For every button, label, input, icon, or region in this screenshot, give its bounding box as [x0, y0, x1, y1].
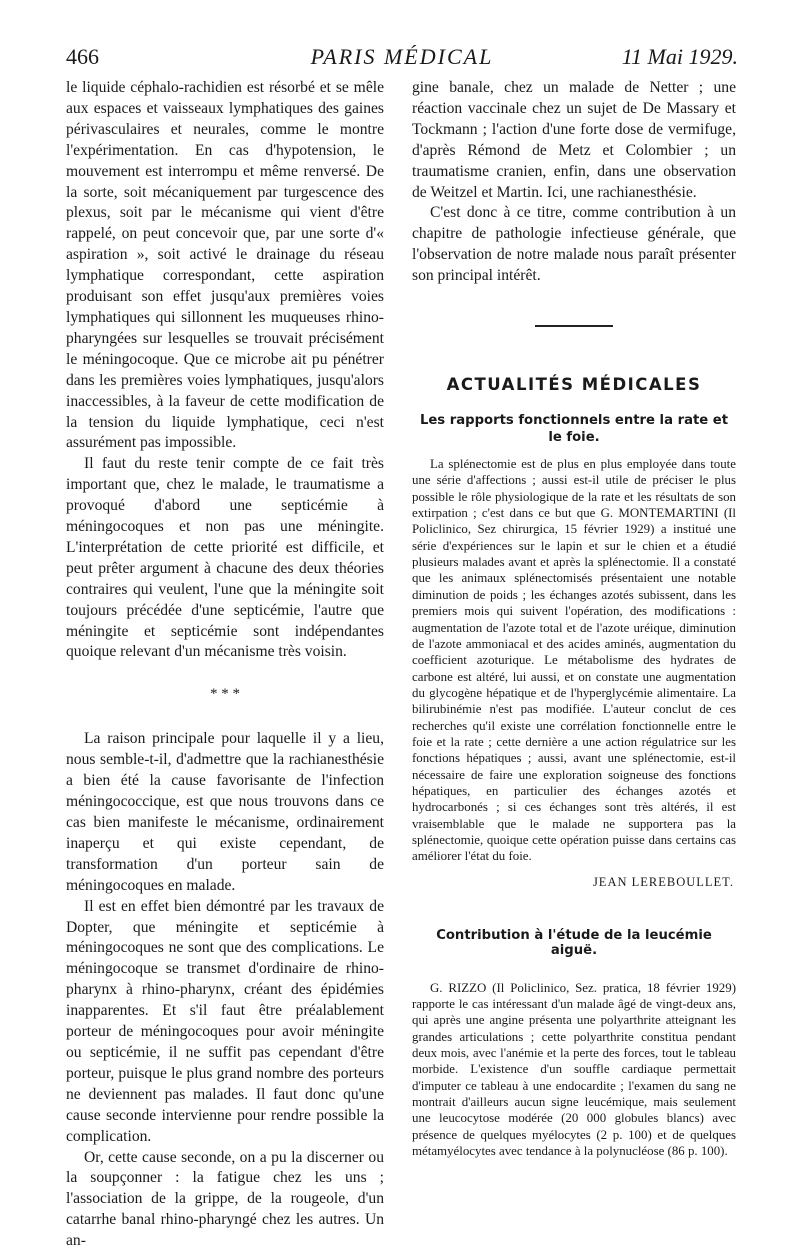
page-header: [66, 44, 738, 74]
paragraph: C'est donc à ce titre, comme contribution à un chapitre de pathologie infectieuse générale, que l'observation de notre malade nous paraît présenter son principal intérêt.: [412, 203, 736, 287]
paragraph: gine banale, chez un malade de Netter ; une réaction vaccinale chez un sujet de De Massary et Tockmann ; l'action d'une forte dose de vermifuge, d'après Rémond de Metz et Colombier ; un traumatisme cranien, enfin, dans une observation de Weitzel et Martin. Ici, une rachianesthésie.: [412, 78, 736, 203]
paragraph: Or, cette cause seconde, on a pu la discerner ou la soupçonner : la fatigue chez les uns ; l'association de la grippe, de la rougeole, d'un catarrhe banal rhino-pharyngé chez les autres. Un an-: [66, 1148, 384, 1252]
divider: [535, 325, 613, 327]
section-heading: ACTUALITÉS MÉDICALES: [412, 375, 736, 394]
section-separator: * * *: [66, 689, 384, 699]
paragraph: Il faut du reste tenir compte de ce fait très important que, chez le malade, le traumatisme a provoqué d'abord une septicémie à méningocoques et non pas une méningite. L'interprétation de cette priorité est difficile, et peut prêter argument à chacune des deux théories contraires qui veulent, l'une que la méningite soit toujours précédée d'une septicémie, l'autre que méningite et septicémie sont indépendantes quoique relevant d'un mécanisme très voisin.: [66, 454, 384, 663]
article-title: Contribution à l'étude de la leucémie aiguë.: [412, 928, 736, 958]
article-title: Les rapports fonctionnels entre la rate et le foie.: [412, 412, 736, 446]
journal-title: PARIS MÉDICAL: [66, 44, 738, 70]
article-body: G. RIZZO (Il Policlinico, Sez. pratica, 18 février 1929) rapporte le cas intéressant d'un malade âgé de vingt-deux ans, qui après une angine présenta une polyarthrite atteignant les grandes articulations ; cette polyarthrite constitua pendant deux mois, avec l'anémie et la perte des forces, tout le tableau morbide. L'existence d'un souffle cardiaque permettait d'imputer ce tableau à une endocardite ; l'examen du sang ne montrait d'ailleurs aucun signe leucémique, mais seulement une leucocytose modérée (20 000 globules blancs) avec présence de quelques myélocytes (2 p. 100) et de quelques métamyélocytes avec tendance à la polynucléose (86 p. 100).: [412, 980, 736, 1160]
article-body: La splénectomie est de plus en plus employée dans toute une série d'affections ; aussi est-il utile de préciser le plus possible le rôle physiologique de la rate et les résultats de son extirpation ; c'est dans ce but que G. MONTEMARTINI (Il Policlinico, Sez chirurgica, 15 février 1929) a institué une série d'expériences sur le lapin et sur le chien et a étudié plusieurs malades avant et après la splénectomie. Il a constaté que les animaux splénectomisés présentaient une notable diminution de poids ; les échanges azotés subissent, dans les premiers mois qui suivent l'opération, des modifications : augmentation de l'azote total et de l'azote uréique, diminution de l'azote ammoniacal et des acides aminés, augmentation du coefficient azoturique. Le métabolisme des hydrates de carbone est altéré, lui aussi, et on constate une augmentation du glycogène hépatique et de l'hyperglycémie alimentaire. La bilirubinémie n'est pas modifiée. L'auteur conclut de ces recherches qu'il existe une corrélation fonctionnelle entre le foie et la rate ; cette dernière a une action régulatrice sur les fonctions hépatiques ; aussi, avant une splénectomie, est-il nécessaire de faire une exploration soigneuse des fonctions hépatiques, en particulier des échanges azotés et hydrocarbonés ; si ces échanges sont très altérés, il est vraisemblable que le malade ne supportera pas la splénectomie, quoique cette opération puisse dans certains cas améliorer l'état du foie.: [412, 456, 736, 865]
page-number: 466: [66, 44, 99, 70]
left-column: [66, 78, 384, 1252]
article-author: JEAN LEREBOULLET.: [412, 875, 734, 890]
right-column: [412, 78, 736, 1159]
paragraph: le liquide céphalo-rachidien est résorbé et se mêle aux espaces et vaisseaux lymphatiques des gaines périvasculaires et neurales, comme le montre l'expérimentation. En cas d'hypotension, le mouvement est interrompu et même renversé. De la sorte, soit mécaniquement par turgescence des plexus, soit par le mécanisme qui vient d'être rappelé, on peut concevoir que, par une sorte d'« aspiration », soit activé le drainage du réseau lymphatique correspondant, cette aspiration produisant son effet jusqu'aux premières voies lymphatiques qui sillonnent les muqueuses rhino-pharyngées sur lesquelles se trouvait précisément le méningocoque. Que ce microbe ait pu pénétrer dans les premières voies lymphatiques, jusqu'alors inaccessibles, à la faveur de cette modification de la tension du liquide lymphatique, ceci n'est assurément pas impossible.: [66, 78, 384, 454]
paragraph: Il est en effet bien démontré par les travaux de Dopter, que méningite et septicémie à méningocoques ne sont que des complications. Le méningocoque se transmet d'ordinaire de rhino-pharynx à rhino-pharynx, créant des épidémies inapparentes. Et s'il faut être préalablement porteur de méningocoques pour avoir méningite ou septicémie, il ne suffit pas cependant d'être porteur, puisque le plus grand nombre des porteurs ne deviennent pas malades. Il faut donc qu'une cause seconde intervienne pour rendre possible la complication.: [66, 897, 384, 1148]
issue-date: 11 Mai 1929.: [622, 44, 738, 70]
paragraph: La raison principale pour laquelle il y a lieu, nous semble-t-il, d'admettre que la rachianesthésie a bien été la cause favorisante de l'infection méningococcique, est que nous trouvons dans ce cas bien manifeste le mécanisme, ordinairement inaperçu et qui existe cependant, de transformation d'un porteur sain de méningocoques en malade.: [66, 729, 384, 896]
